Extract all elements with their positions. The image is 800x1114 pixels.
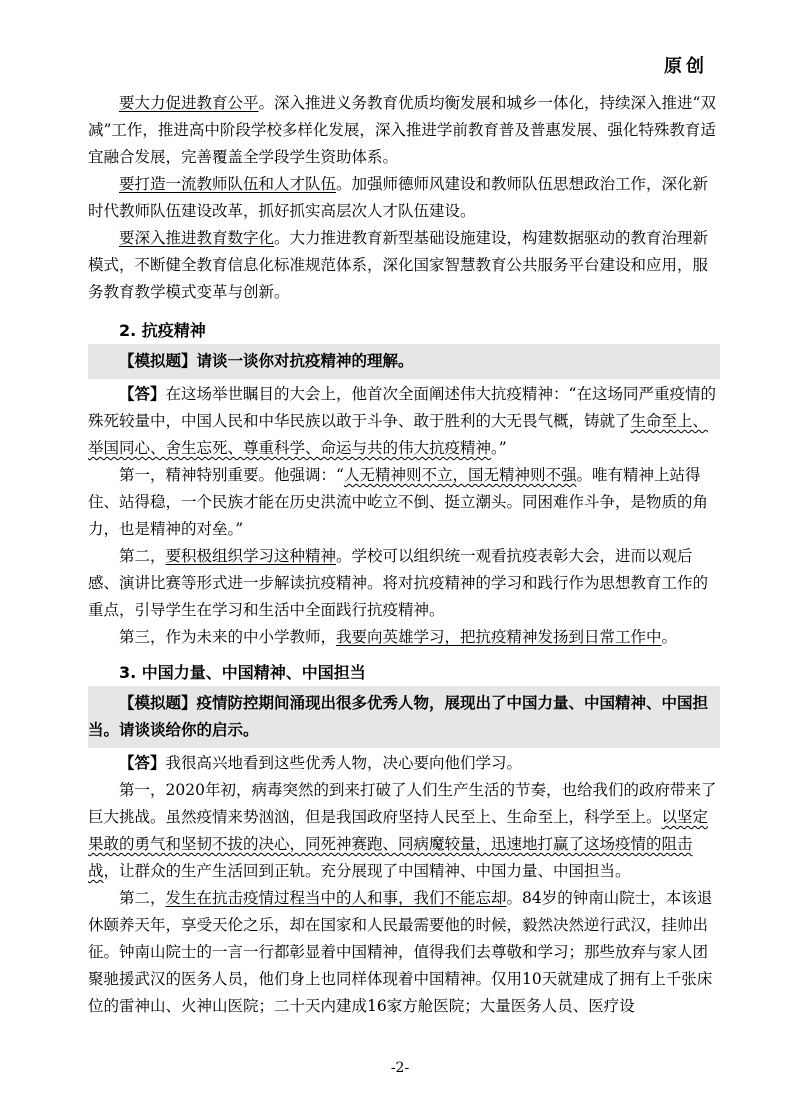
paragraph-teacher-team — [88, 171, 720, 225]
highlight-teacher-team: 要打造一流教师队伍和人才队伍 — [119, 175, 337, 193]
highlight-spirit: 生命至上、举国同心、舍生忘死、尊重科学、命运与共的伟大抗疫精神 — [88, 412, 709, 457]
highlight-quote: 人无精神则不立，国无精神则不强 — [343, 466, 577, 484]
answer-text: 在这场举世瞩目的大会上，他首次全面阐述伟大抗疫精神：“在这场同严重疫情的殊死较量中，中国人民和中华民族以敢于斗争、敢于胜利的大无畏气概，铸就了 — [88, 385, 716, 430]
point-text: 第二， — [119, 889, 166, 907]
answer-china-power — [88, 750, 720, 777]
answer-tag: 【答】 — [119, 385, 166, 403]
page-number: -2- — [390, 1060, 410, 1076]
point-text: 第一，精神特别重要。他强调：“ — [119, 466, 344, 484]
section-heading-china-power: 3. 中国力量、中国精神、中国担当 — [119, 663, 366, 682]
highlight-hero: 我要向英雄学习，把抗疫精神发扬到日常工作中 — [336, 628, 662, 646]
highlight-education-digital: 要深入推进教育数字化 — [119, 229, 275, 247]
highlight-victory: 以坚定果敢的勇气和坚韧不拔的决心，同死神赛跑、同病魔较量，迅速地打赢了这场疫情的阻击战 — [88, 808, 709, 880]
question-tag: 【模拟题】 — [119, 352, 197, 370]
question-box-china-power — [88, 686, 720, 748]
question-tag: 【模拟题】 — [119, 694, 197, 712]
answer-china-point-2 — [88, 885, 720, 1020]
answer-point-1 — [88, 462, 720, 543]
answer-point-2 — [88, 543, 720, 624]
section-heading-anti-epidemic: 2. 抗疫精神 — [119, 321, 206, 340]
point-text-end: 。唯有精神上站得住、站得稳，一个民族才能在历史洪流中屹立不倒、挺立潮头。同困难作斗争，是物质的角力，也是精神的对垒。” — [88, 466, 709, 538]
original-stamp: 原创 — [664, 56, 708, 77]
answer-china-point-1 — [88, 777, 720, 885]
answer-anti-epidemic — [88, 381, 720, 462]
point-text: 第三，作为未来的中小学教师， — [119, 628, 337, 646]
highlight-remember: 发生在抗击疫情过程当中的人和事，我们不能忘却 — [165, 889, 507, 907]
point-text-end: 。学校可以组织统一观看抗疫表彰大会，进而以观后感、演讲比赛等形式进一步解读抗疫精神。将对抗疫精神的学习和践行作为思想教育工作的重点，引导学生在学习和生活中全面践行抗疫精神。 — [88, 547, 709, 619]
answer-text: 我很高兴地看到这些优秀人物，决心要向他们学习。 — [165, 754, 523, 772]
answer-point-3 — [88, 624, 720, 651]
point-text-end: ，让群众的生产生活回到正轨。充分展现了中国精神、中国力量、中国担当。 — [103, 862, 631, 880]
paragraph-text: 。大力推进教育新型基础设施建设，构建数据驱动的教育治理新模式，不断健全教育信息化标准规范体系，深化国家智慧教育公共服务平台建设和应用，服务教育教学模式变革与创新。 — [88, 229, 709, 301]
paragraph-text: 。深入推进义务教育优质均衡发展和城乡一体化，持续深入推进“双减”工作，推进高中阶段学校多样化发展，深入推进学前教育普及普惠发展、强化特殊教育适宜融合发展，完善覆盖全学段学生资助体系。 — [88, 94, 716, 166]
question-text: 疫情防控期间涌现出很多优秀人物，展现出了中国力量、中国精神、中国担当。请谈谈给你的启示。 — [88, 694, 709, 739]
highlight-education-equity: 要大力促进教育公平 — [119, 94, 259, 112]
point-text: 第二， — [119, 547, 166, 565]
answer-tag: 【答】 — [119, 754, 166, 772]
question-text: 请谈一谈你对抗疫精神的理解。 — [196, 352, 414, 370]
answer-text-end: 。” — [491, 439, 507, 457]
highlight-learn: 要积极组织学习这种精神 — [165, 547, 337, 565]
point-text: 第一，2020年初，病毒突然的到来打破了人们生产生活的节奏，也给我们的政府带来了巨大挑战。虽然疫情来势汹汹，但是我国政府坚持人民至上、生命至上，科学至上。 — [88, 781, 717, 826]
paragraph-text: 。加强师德师风建设和教师队伍思想政治工作，深化新时代教师队伍建设改革，抓好抓实高层次人才队伍建设。 — [88, 175, 709, 220]
paragraph-education-equity — [88, 90, 720, 171]
point-text-end: 。 — [661, 628, 678, 646]
paragraph-education-digital — [88, 225, 720, 306]
point-text-end: 。84岁的钟南山院士，本该退休颐养天年，享受天伦之乐，却在国家和人民最需要他的时候，毅然决然逆行武汉，挂帅出征。钟南山院士的一言一行都彰显着中国精神，值得我们去尊敬和学习；那些放弃与家人团聚驰援武汉的医务人员，他们身上也同样体现着中国精神。仅用10天就建成了拥有上千张床位的雷神山、火神山医院；二十天内建成16家方舱医院；大量医务人员、医疗设 — [88, 889, 713, 1015]
question-box-anti-epidemic — [88, 344, 720, 379]
